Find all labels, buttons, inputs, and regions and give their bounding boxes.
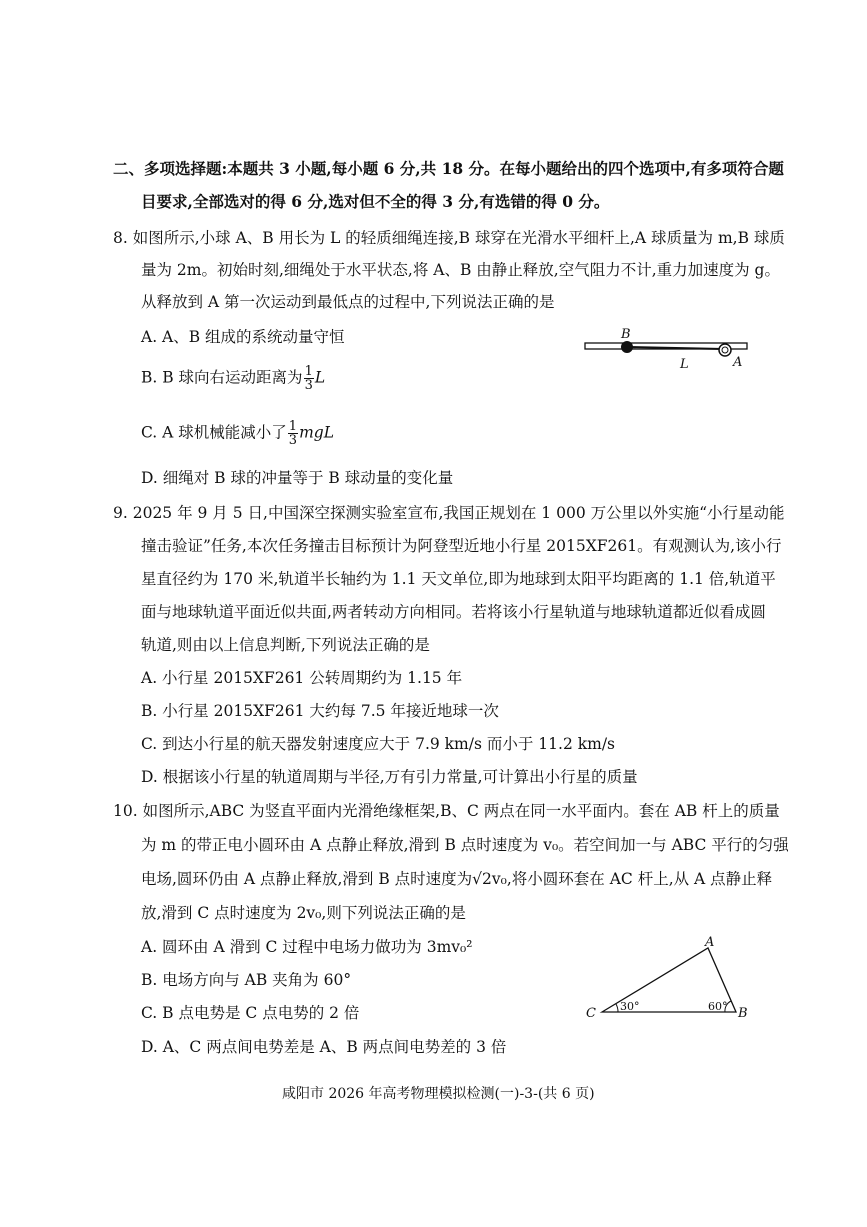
q9-option-c: C. 到达小行星的航天器发射速度应大于 7.9 km/s 而小于 11.2 km/s — [141, 735, 615, 753]
q9-stem-line-3: 星直径约为 170 米,轨道半长轴约为 1.1 天文单位,即为地球到太阳平均距离的 1.1 倍,轨道平 — [141, 570, 776, 588]
q8-option-c: C. A 球机械能减小了 $\frac{1}{3}$ mgL — [141, 419, 334, 448]
label-l: L — [680, 357, 689, 372]
q10-option-d: D. A、C 两点间电势差是 A、B 两点间电势差的 3 倍 — [141, 1038, 507, 1056]
ball-a — [719, 344, 731, 356]
section-header-line-2: 目要求,全部选对的得 6 分,选对但不全的得 3 分,有选错的得 0 分。 — [141, 192, 610, 211]
label-a: A — [733, 355, 743, 370]
q8-stem-line-3: 从释放到 A 第一次运动到最低点的过程中,下列说法正确的是 — [141, 293, 555, 311]
vertex-a-label: A — [705, 935, 715, 950]
vertex-b-label: B — [738, 1006, 748, 1021]
q8-option-b: B. B 球向右运动距离为 $\frac{1}{3}$ L — [141, 364, 326, 393]
q10-figure — [580, 930, 760, 1030]
q9-option-b: B. 小行星 2015XF261 大约每 7.5 年接近地球一次 — [141, 702, 499, 720]
q10-stem-line-3: 电场,圆环仍由 A 点静止释放,滑到 B 点时速度为√2v₀,将小圆环套在 AC 杆上,从 A 点静止释 — [141, 870, 773, 888]
page-footer: 咸阳市 2026 年高考物理模拟检测(一)-3-(共 6 页) — [282, 1086, 595, 1102]
q8-option-d: D. 细绳对 B 球的冲量等于 B 球动量的变化量 — [141, 469, 454, 487]
q9-option-d: D. 根据该小行星的轨道周期与半径,万有引力常量,可计算出小行星的质量 — [141, 768, 638, 786]
vertex-c-label: C — [586, 1006, 596, 1021]
q10-stem-line-1: 10. 如图所示,ABC 为竖直平面内光滑绝缘框架,B、C 两点在同一水平面内。套在 AB 杆上的质量 — [113, 802, 780, 820]
q9-stem-line-4: 面与地球轨道平面近似共面,两者转动方向相同。若将该小行星轨道与地球轨道都近似看成圆 — [141, 603, 766, 621]
q8-stem-line-1: 8. 如图所示,小球 A、B 用长为 L 的轻质细绳连接,B 球穿在光滑水平细杆上,A 球质量为 m,B 球质 — [113, 229, 785, 247]
angle-c-label: 30° — [620, 1000, 640, 1013]
q9-stem-line-2: 撞击验证”任务,本次任务撞击目标预计为阿登型近地小行星 2015XF261。有观测认为,该小行 — [141, 537, 782, 555]
q10-option-c: C. B 点电势是 C 点电势的 2 倍 — [141, 1004, 360, 1022]
q9-option-a: A. 小行星 2015XF261 公转周期约为 1.15 年 — [141, 669, 463, 687]
q10-stem-line-4: 放,滑到 C 点时速度为 2v₀,则下列说法正确的是 — [141, 904, 466, 922]
q8-stem-line-2: 量为 2m。初始时刻,细绳处于水平状态,将 A、B 由静止释放,空气阻力不计,重力加速度为 g。 — [141, 261, 780, 279]
q10-option-b: B. 电场方向与 AB 夹角为 60° — [141, 971, 352, 989]
angle-b-label: 60° — [708, 1000, 728, 1013]
q10-stem-line-2: 为 m 的带正电小圆环由 A 点静止释放,滑到 B 点时速度为 v₀。若空间加一与 ABC 平行的匀强 — [141, 836, 789, 854]
q9-stem-line-5: 轨道,则由以上信息判断,下列说法正确的是 — [141, 636, 430, 654]
label-b: B — [621, 327, 631, 342]
q8-option-a: A. A、B 组成的系统动量守恒 — [141, 328, 345, 346]
ball-b — [621, 341, 633, 353]
angle-c-arc — [616, 1004, 618, 1012]
q8-figure — [580, 320, 755, 375]
q10-option-a: A. 圆环由 A 滑到 C 过程中电场力做功为 3mv₀² — [141, 938, 473, 956]
q9-stem-line-1: 9. 2025 年 9 月 5 日,中国深空探测实验室宣布,我国正规划在 1 000 万公里以外实施“小行星动能 — [113, 504, 785, 522]
section-header-line-1: 二、多项选择题:本题共 3 小题,每小题 6 分,共 18 分。在每小题给出的四个选项中,有多项符合题 — [113, 159, 784, 178]
